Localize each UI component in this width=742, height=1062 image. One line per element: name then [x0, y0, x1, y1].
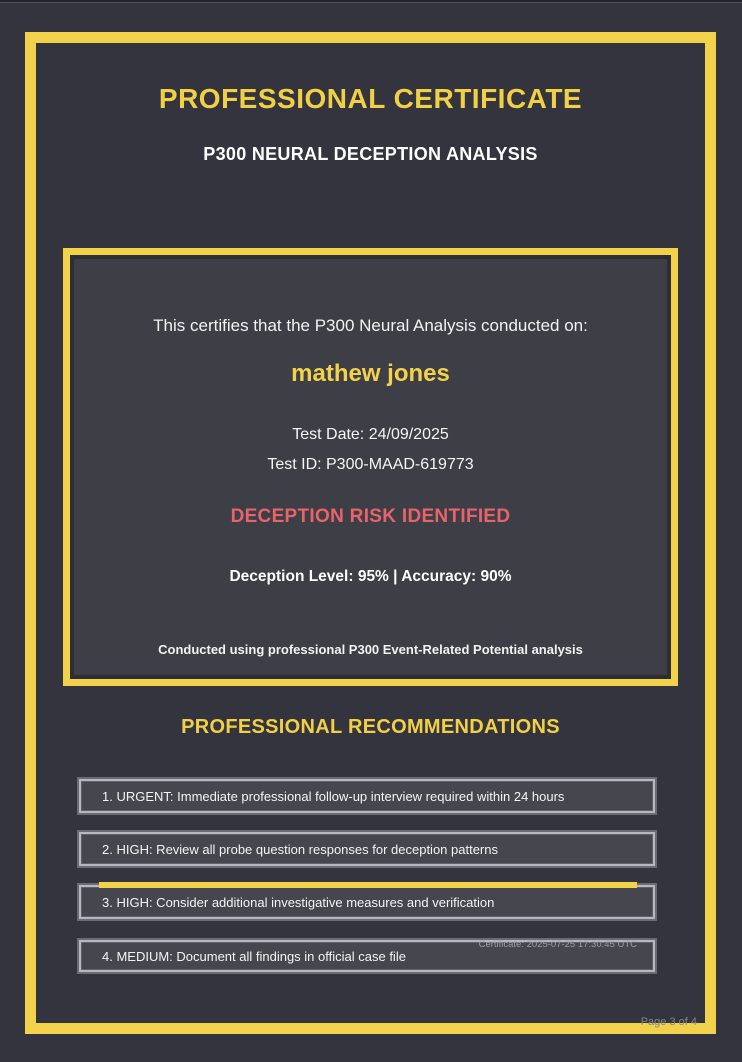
recommendation-item — [79, 779, 655, 813]
yellow-divider-line — [99, 882, 637, 888]
page-number: Page 3 of 4 — [640, 1016, 697, 1028]
analysis-summary-panel — [63, 248, 678, 686]
recommendation-text: 3. HIGH: Consider additional investigative measures and verification — [102, 894, 495, 910]
page-title: PROFESSIONAL CERTIFICATE — [158, 83, 583, 114]
recommendation-text: 2. HIGH: Review all probe question responses for deception patterns — [102, 841, 498, 857]
recommendation-text: 4. MEDIUM: Document all findings in official case file — [102, 948, 406, 964]
page-subtitle: P300 NEURAL DECEPTION ANALYSIS — [203, 144, 538, 164]
window-top-edge-highlight — [0, 2, 742, 3]
recommendation-text: 1. URGENT: Immediate professional follow-up interview required within 24 hours — [102, 788, 565, 804]
certificate-timestamp: Certificate: 2025-07-25 17:30:45 UTC — [478, 939, 637, 950]
method-note: Conducted using professional P300 Event-Related Potential analysis — [158, 642, 583, 657]
recommendation-item — [79, 885, 655, 919]
deception-metrics: Deception Level: 95% | Accuracy: 90% — [229, 568, 512, 585]
risk-status: DECEPTION RISK IDENTIFIED — [230, 506, 511, 527]
test-id: Test ID: P300-MAAD-619773 — [267, 456, 474, 473]
recommendation-item — [79, 832, 655, 866]
recommendations-heading: PROFESSIONAL RECOMMENDATIONS — [181, 716, 560, 738]
test-date: Test Date: 24/09/2025 — [292, 426, 449, 443]
subject-name: mathew jones — [291, 360, 450, 387]
certifies-text: This certifies that the P300 Neural Analysis conducted on: — [153, 316, 588, 335]
